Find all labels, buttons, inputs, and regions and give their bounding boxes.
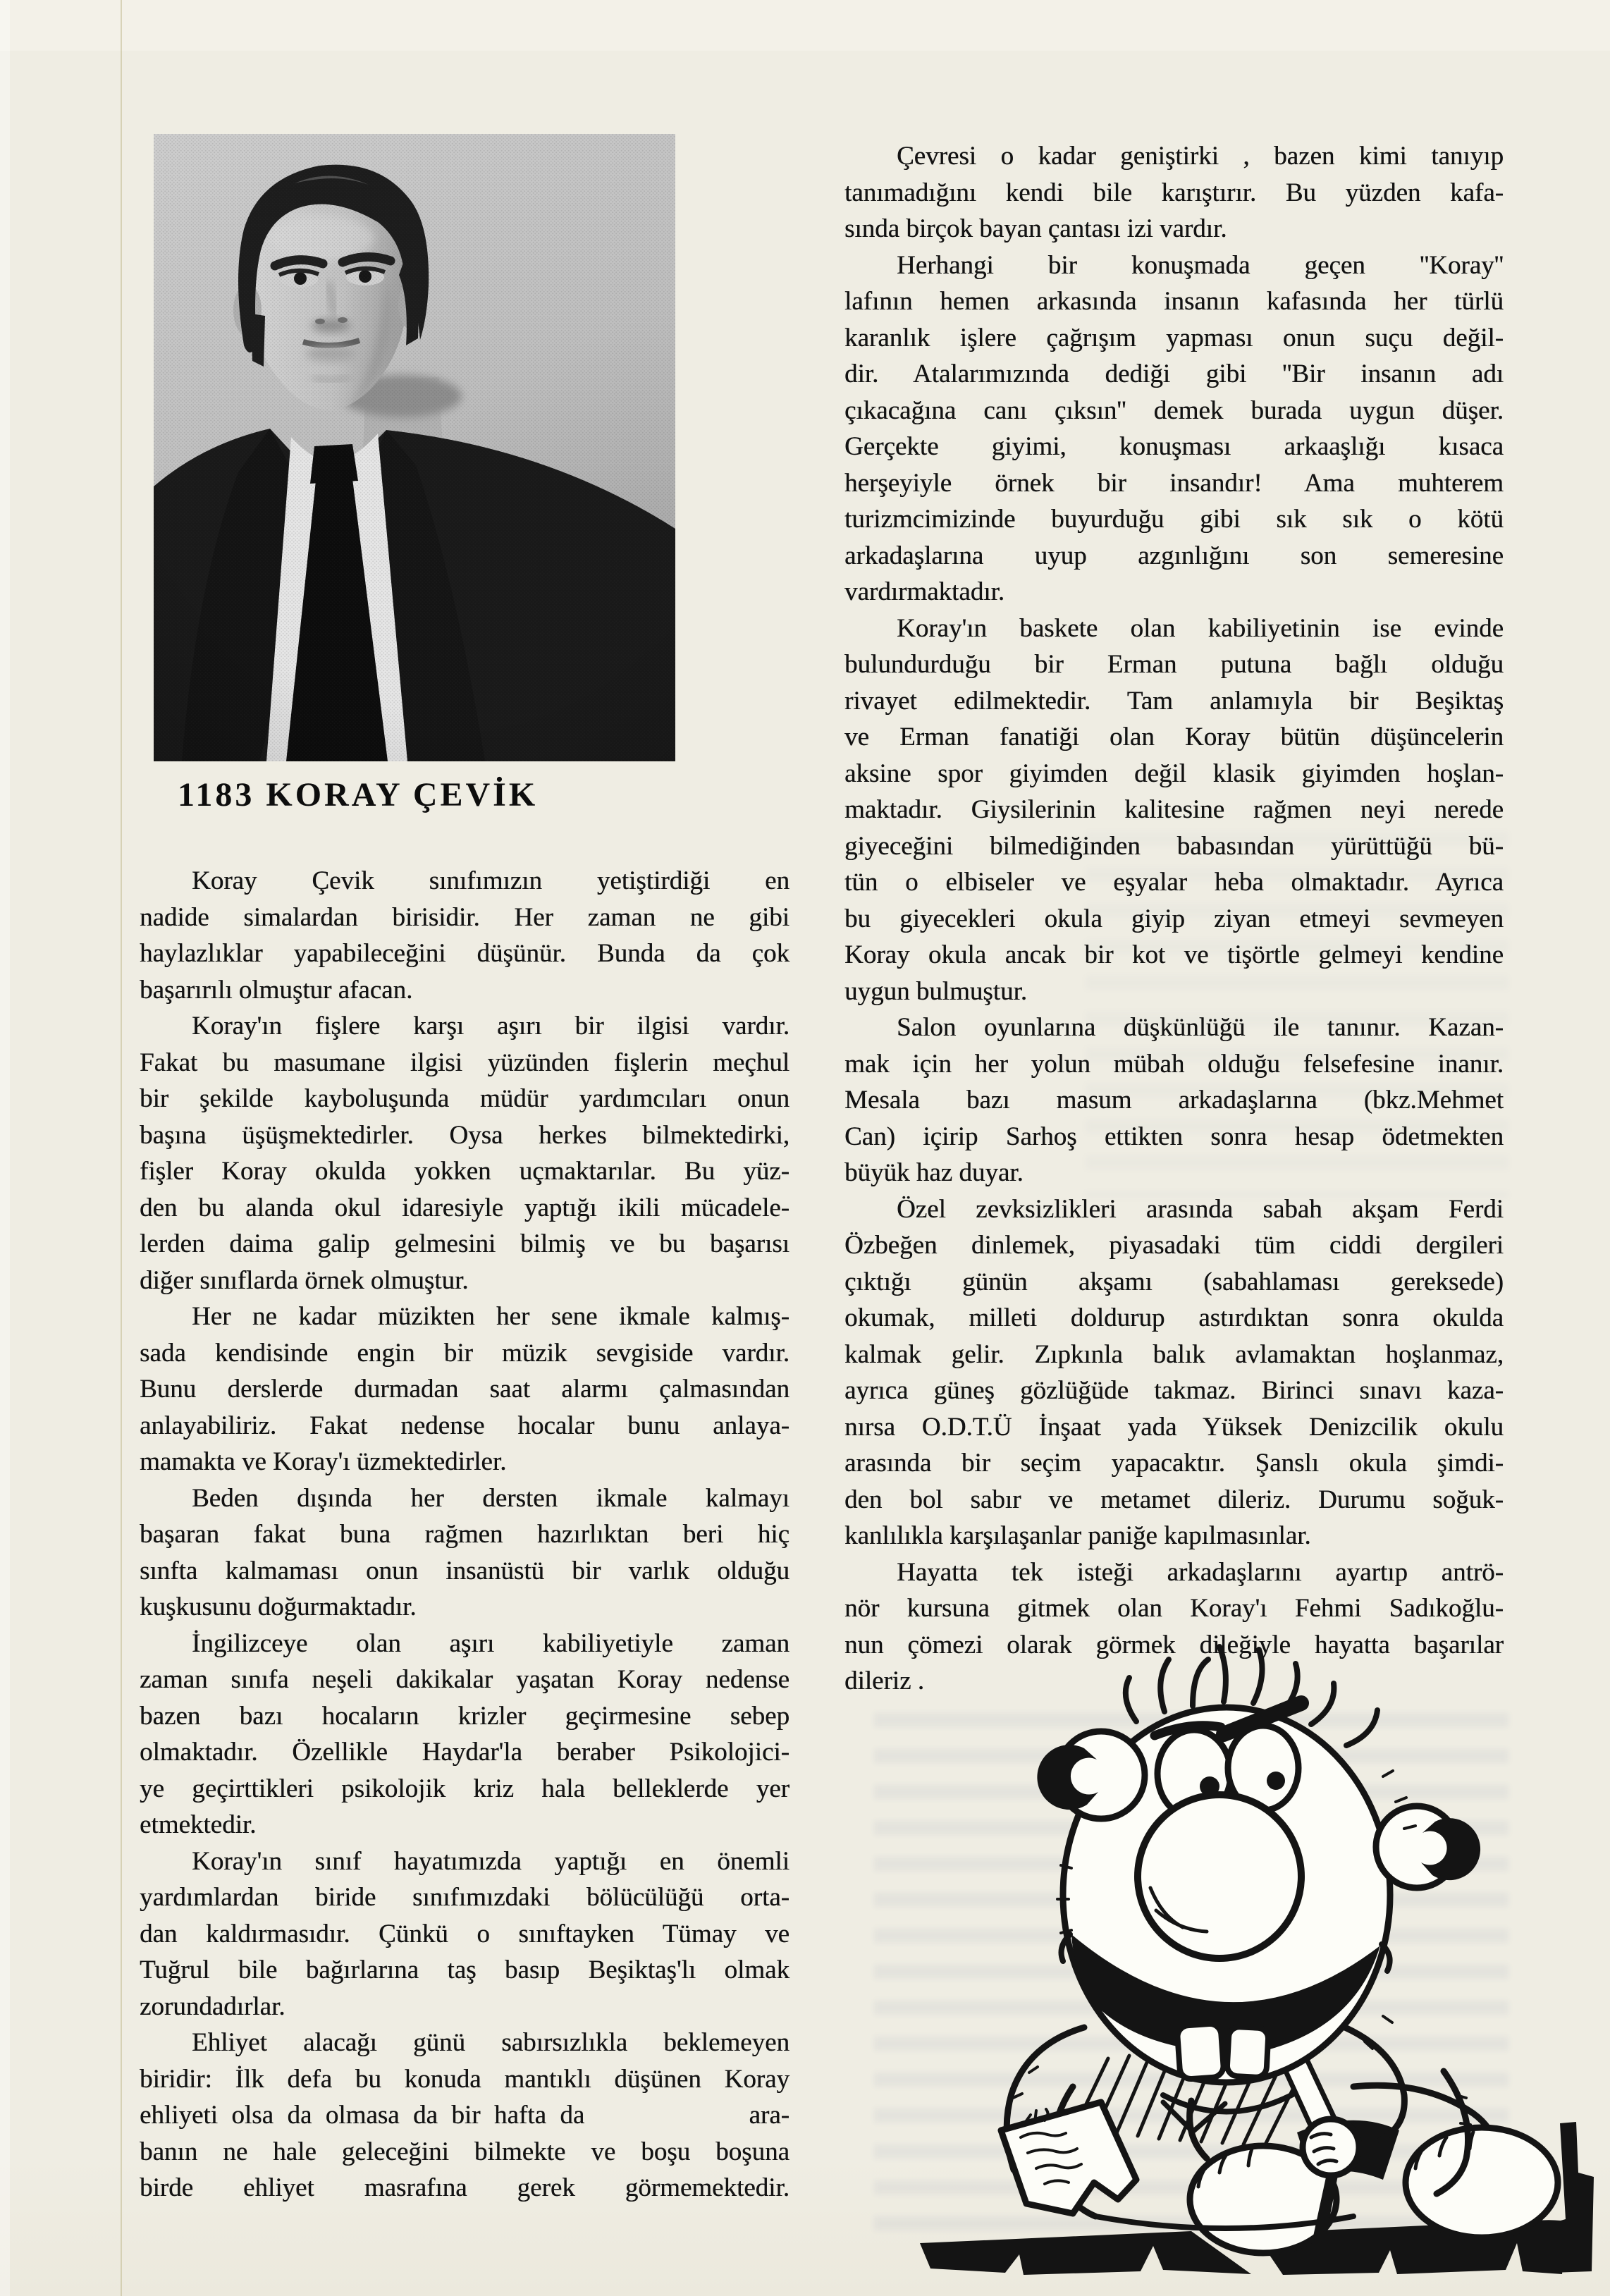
text-line: aksine spor giyimden değil klasik giyimden hoşlan-	[844, 759, 1504, 788]
text-line: sında birçok bayan çantası izi vardır.	[844, 214, 1227, 243]
text-line: anlayabiliriz. Fakat nedense hocalar bunu anlaya-	[140, 1411, 789, 1440]
text-line: Koray'ın sınıf hayatımızda yaptığı en önemli	[192, 1846, 789, 1876]
text-line: büyük haz duyar.	[844, 1158, 1024, 1187]
vignette-overlay	[154, 134, 675, 761]
text-line: zaman sınıfa neşeli dakikalar yaşatan Koray nedense	[140, 1665, 789, 1694]
text-line: Çevresi o kadar geniştirki , bazen kimi tanıyıp	[897, 142, 1504, 171]
text-line: rivayet edilmektedir. Tam anlamıyla bir Beşiktaş	[844, 686, 1504, 716]
text-line: zorundadırlar.	[140, 1991, 285, 2021]
text-line: başaran fakat buna rağmen hazırlıktan beri hiç	[140, 1520, 789, 1549]
text-line: Koray Çevik sınıfımızın yetiştirdiği en	[192, 866, 789, 895]
shoe	[1406, 2128, 1558, 2237]
text-line: giyeceğini bilmediğinden babasından yürüttüğü bü-	[844, 831, 1504, 861]
text-line: birde ehliyet masrafına gerek görmemektedir.	[140, 2173, 789, 2202]
text-line: Koray'ın baskete olan kabiliyetinin ise evinde	[897, 613, 1504, 643]
text-line: bir şekilde kayboluşunda müdür yardımcıları onun	[140, 1084, 789, 1113]
text-line: ehliyeti olsa da olmasa da bir hafta da ara-	[140, 2101, 789, 2130]
arm-with-notes	[1001, 2027, 1136, 2214]
text-line: Hayatta tek isteği arkadaşlarını ayartıp antrö-	[897, 1557, 1504, 1587]
text-line: dir. Atalarımızında dediği gibi ''Bir insanın adı	[844, 360, 1504, 388]
text-line: mamakta ve Koray'ı üzmektedirler.	[140, 1447, 507, 1476]
text-line: Ehliyet alacağı günü sabırsızlıkla beklemeyen	[192, 2028, 789, 2057]
text-line: yardımlardan biride sınıfımızdaki bölücülüğü orta-	[140, 1883, 789, 1912]
text-line: vardırmaktadır.	[844, 577, 1005, 606]
cartoon-illustration	[860, 1635, 1604, 2291]
text-line: Beden dışında her dersten ikmale kalmayı	[192, 1483, 789, 1513]
text-line: fişler Koray okulda yokken uçmaktarılar. Bu yüz-	[140, 1157, 789, 1186]
text-line: tün o elbiseler ve eşyalar heba olmaktadır. Ayrıca	[844, 868, 1504, 897]
right-text-column	[844, 138, 1504, 1700]
text-line: bulundurduğu bir Erman putuna bağlı olduğu	[844, 650, 1504, 679]
text-line: Salon oyunlarına düşkünlüğü ile tanınır. Kazan-	[897, 1013, 1504, 1042]
text-line: karanlık işlere çağrışım yapması onun suçu değil-	[844, 323, 1504, 352]
student-portrait-photo	[154, 134, 675, 761]
text-line: biridir: İlk defa bu konuda mantıklı düşünen Koray	[140, 2064, 789, 2094]
photo-caption: 1183 KORAY ÇEVİK	[178, 776, 539, 814]
text-line: banın ne hale geleceğini bilmekte ve boşu boşuna	[140, 2137, 789, 2166]
text-line: Herhangi bir konuşmada geçen ''Koray''	[897, 250, 1504, 280]
text-line: kanlılıkla karşılaşanlar paniğe kapılmasınlar.	[844, 1521, 1311, 1550]
text-line: arasında bir seçim yapacaktır. Şanslı okula şimdi-	[844, 1449, 1504, 1478]
left-text-column	[140, 863, 789, 2206]
text-line: Can) içirip Sarhoş ettikten sonra hesap ödetmekten	[844, 1122, 1504, 1151]
text-line: Tuğrul bile bağırlarına taş basıp Beşiktaş'lı olmak	[140, 1956, 789, 1984]
text-line: lerden daima galip gelmesini bilmiş ve bu başarısı	[140, 1229, 789, 1258]
text-line: okumak, milleti doldurup astırdıktan sonra okulda	[844, 1303, 1504, 1332]
text-line: çıktığı günün akşamı (sabahlaması gereksede)	[844, 1267, 1504, 1296]
text-line: nadide simalardan birisidir. Her zaman ne gibi	[140, 902, 789, 932]
ear	[1037, 1731, 1145, 1819]
tooth	[1176, 2023, 1224, 2080]
text-line: Koray'ın fişlere karşı aşırı bir ilgisi vardır.	[192, 1012, 789, 1040]
text-line: nırsa O.D.T.Ü İnşaat yada Yüksek Denizcilik okulu	[844, 1412, 1504, 1442]
text-line: den bu alanda okul idaresiyle yaptığı ikili mücadele-	[140, 1193, 789, 1222]
text-line: ayrıca güneş gözlüğüde takmaz. Birinci sınavı kaza-	[844, 1376, 1504, 1405]
text-line: nör kursuna gitmek olan Koray'ı Fehmi Sadıkoğlu-	[844, 1594, 1504, 1623]
text-line: dileriz .	[844, 1666, 925, 1695]
ear	[1376, 1806, 1480, 1888]
text-line: Bunu derslerde durmadan saat alarmı çalmasından	[140, 1375, 789, 1404]
text-line: diğer sınıflarda örnek olmuştur.	[140, 1265, 469, 1295]
text-line: çıkacağına canı çıksın'' demek burada uygun düşer.	[844, 395, 1504, 425]
text-line: olmaktadır. Özellikle Haydar'la beraber Psikolojici-	[140, 1738, 789, 1767]
notes-paper	[1001, 2102, 1136, 2214]
text-line: nun çömezi olarak görmek dileğiyle hayatta başarılar	[844, 1630, 1504, 1659]
text-line: etmektedir.	[140, 1810, 257, 1839]
text-line: sada kendisinde engin bir müzik sevgiside vardır.	[140, 1338, 789, 1368]
text-line: maktadır. Giysilerinin kalitesine rağmen neyi nerede	[844, 795, 1504, 824]
text-line: başarırılı olmuştur afacan.	[140, 975, 413, 1005]
text-line: Her ne kadar müzikten her sene ikmale kalmış-	[192, 1302, 789, 1331]
text-line: Koray okula ancak bir kot ve tişörtle gelmeyi kendine	[844, 940, 1504, 969]
text-line: uygun bulmuştur.	[844, 976, 1028, 1006]
cartoon-head	[1013, 1647, 1480, 2125]
text-line: İngilizceye olan aşırı kabiliyetiyle zaman	[192, 1628, 789, 1658]
text-line: haylazlıklar yapabileceğini düşünür. Bunda da çok	[140, 939, 789, 968]
text-line: tanımadığını kendi bile karıştırır. Bu yüzden kafa-	[844, 178, 1504, 207]
text-line: lafının hemen arkasında insanın kafasında her türlü	[844, 287, 1504, 316]
text-line: bazen bazı hocaların krizler geçirmesine sebep	[140, 1701, 789, 1731]
text-line: Mesala bazı masum arkadaşlarına (bkz.Mehmet	[844, 1086, 1504, 1115]
text-line: Özbeğen dinlemek, piyasadaki tüm ciddi dergileri	[844, 1231, 1504, 1260]
text-line: herşeyiyle örnek bir insandır! Ama muhterem	[844, 468, 1504, 498]
page-fold-line	[121, 0, 122, 2296]
text-line: ve Erman fanatiği olan Koray bütün düşüncelerin	[844, 723, 1504, 751]
text-line: bu giyecekleri okula giyip ziyan etmeyi sevmeyen	[844, 904, 1504, 933]
text-line: Gerçekte giyimi, konuşması arkaaşlığı kısaca	[844, 432, 1504, 461]
text-line: turizmcimizinde buyurduğu gibi sık sık o kötü	[844, 505, 1504, 534]
text-line: den bol sabır ve metamet dileriz. Durumu soğuk-	[844, 1485, 1504, 1514]
text-line: Fakat bu masumane ilgisi yüzünden fişlerin meçhul	[140, 1048, 789, 1077]
text-line: Özel zevksizlikleri arasında sabah akşam Ferdi	[897, 1194, 1504, 1224]
text-line: dan kaldırmasıdır. Çünkü o sınıftayken Tümay ve	[140, 1919, 789, 1948]
page-edge-highlight	[0, 0, 10, 2296]
text-line: sınfta kalmaması onun insanüstü bir varlık olduğu	[140, 1556, 789, 1585]
text-line: kalmak gelir. Zıpkınla balık avlamaktan hoşlanmaz,	[844, 1339, 1504, 1369]
text-line: arkadaşlarına uyup azgınlığını son semeresine	[844, 541, 1504, 570]
text-line: ye geçirttikleri psikolojik kriz hala belleklerde yer	[140, 1774, 789, 1803]
big-nose	[1138, 1795, 1301, 1958]
tooth	[1227, 2027, 1269, 2078]
text-line: mak için her yolun mübah olduğu felsefesine inanır.	[844, 1049, 1504, 1079]
text-line: başına üşüşmektedirler. Oysa herkes bilmektedirki,	[140, 1120, 789, 1150]
pupil	[1267, 1772, 1285, 1790]
text-line: kuşkusunu doğurmaktadır.	[140, 1592, 417, 1621]
